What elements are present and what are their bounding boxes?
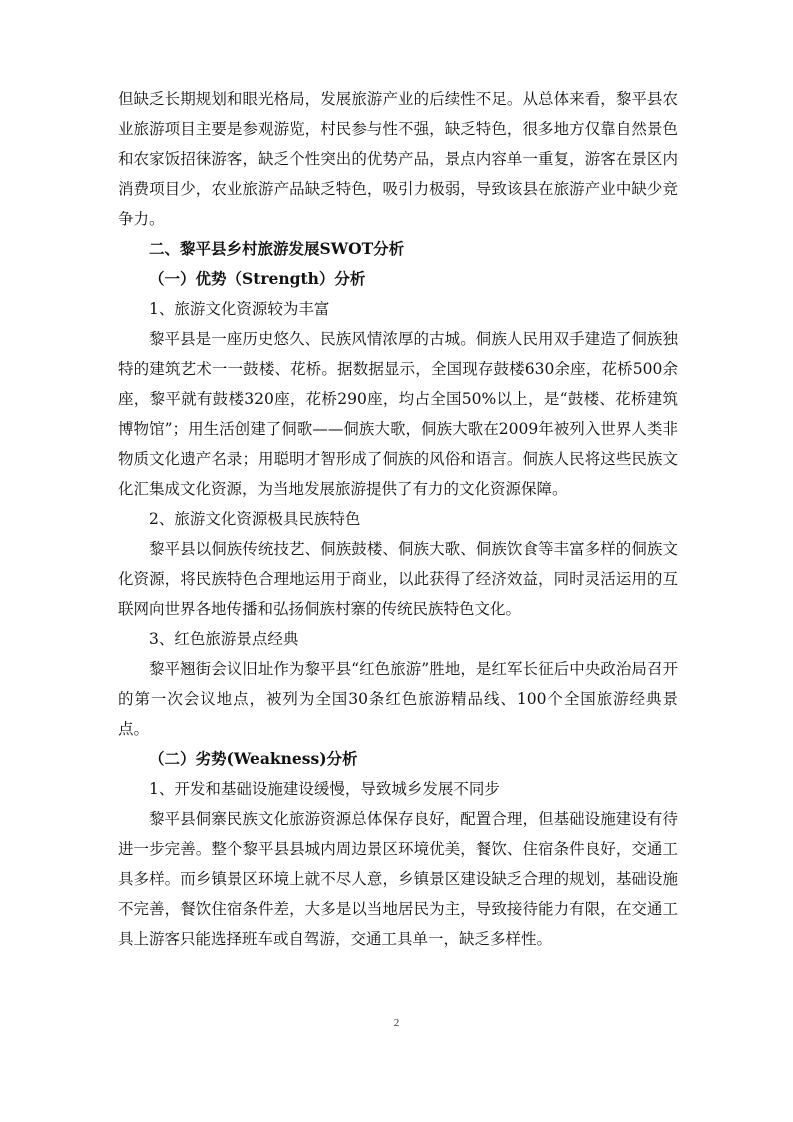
paragraph-strength-1: 黎平县是一座历史悠久、民族风情浓厚的古城。侗族人民用双手建造了侗族独特的建筑艺术一一鼓楼、花桥。据数据显示，全国现存鼓楼630余座，花桥500余座，黎平就有鼓楼320座，花桥290座，均占全国50%以上，是“鼓楼、花桥建筑博物馆”；用生活创建了侗歌——侗族大歌，侗族大歌在2009年被列入世界人类非物质文化遗产名录；用聪明才智形成了侗族的风俗和语言。侗族人民将这些民族文化汇集成文化资源，为当地发展旅游提供了有力的文化资源保障。 (118, 330, 678, 498)
item-title-2: 2、旅游文化资源极具民族特色 (149, 510, 361, 528)
paragraph-strength-2: 黎平县以侗族传统技艺、侗族鼓楼、侗族大歌、侗族饮食等丰富多样的侗族文化资源，将民族特色合理地运用于商业，以此获得了经济效益，同时灵活运用的互联网向世界各地传播和弘扬侗族村寨的传统民族特色文化。 (118, 540, 678, 618)
paragraph-weakness-1: 黎平县侗寨民族文化旅游资源总体保存良好，配置合理，但基础设施建设有待进一步完善。整个黎平县县城内周边景区环境优美，餐饮、住宿条件良好，交通工具多样。而乡镇景区环境上就不尽人意，乡镇景区建设缺乏合理的规划，基础设施不完善，餐饮住宿条件差，大多是以当地居民为主，导致接待能力有限，在交通工具上游客只能选择班车或自驾游，交通工具单一，缺乏多样性。 (118, 810, 678, 948)
section-heading: 二、黎平县乡村旅游发展SWOT分析 (149, 239, 405, 258)
item-title-1: 1、旅游文化资源较为丰富 (149, 300, 330, 318)
paragraph-continued: 但缺乏长期规划和眼光格局，发展旅游产业的后续性不足。从总体来看，黎平县农业旅游项目主要是参观游览，村民参与性不强，缺乏特色，很多地方仅靠自然景色和农家饭招徕游客，缺乏个性突出的优势产品，景点内容单一重复，游客在景区内消费项目少，农业旅游产品缺乏特色，吸引力极弱，导致该县在旅游产业中缺少竞争力。 (118, 90, 678, 228)
page-number: 2 (393, 1017, 400, 1029)
document-body (118, 84, 678, 954)
subsection-heading-weakness: （二）劣势(Weakness)分析 (149, 749, 358, 768)
paragraph-strength-3: 黎平翘街会议旧址作为黎平县“红色旅游”胜地，是红军长征后中央政治局召开的第一次会议地点，被列为全国30条红色旅游精品线、100个全国旅游经典景点。 (118, 660, 678, 738)
item-title-3: 3、红色旅游景点经典 (149, 630, 299, 648)
item-title-weakness-1: 1、开发和基础设施建设缓慢，导致城乡发展不同步 (149, 780, 500, 798)
subsection-heading-strength: （一）优势（Strength）分析 (149, 269, 366, 288)
